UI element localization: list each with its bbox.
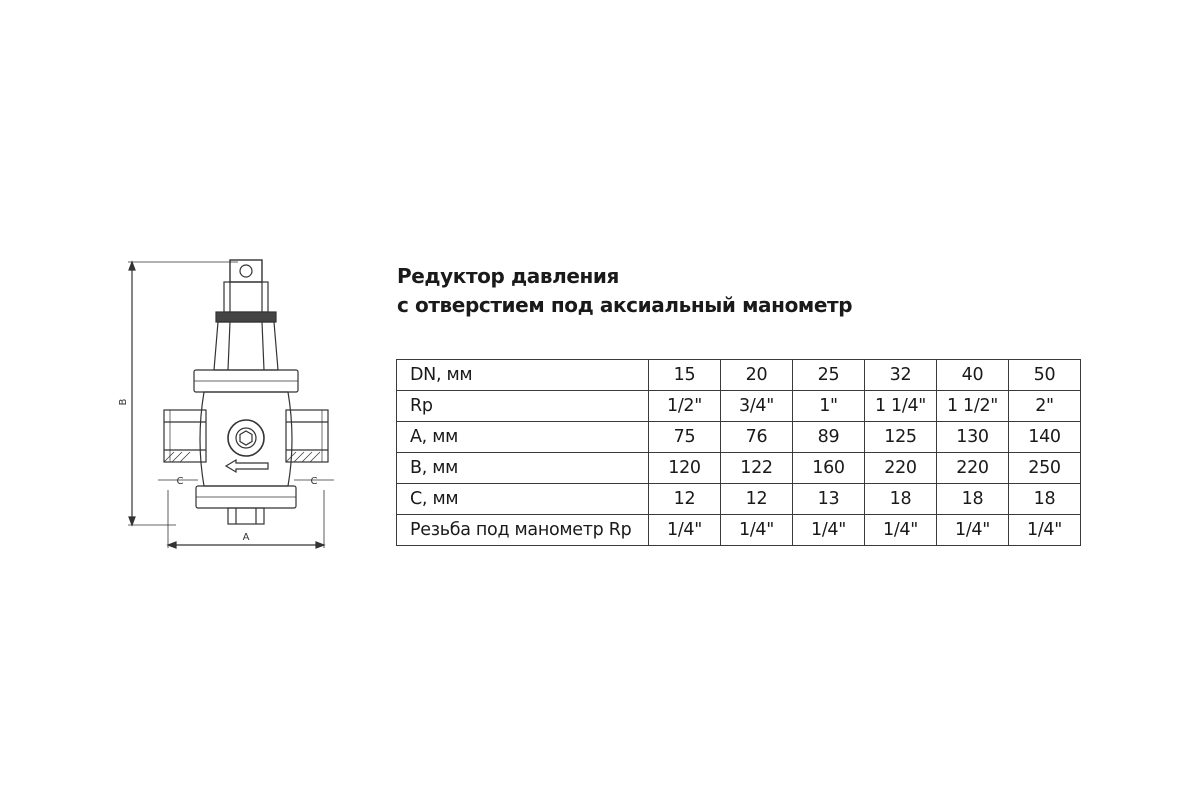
cell: 220 (865, 453, 937, 484)
cell: 2" (1009, 391, 1081, 422)
cell: 40 (937, 360, 1009, 391)
table-row (397, 360, 1081, 391)
cell: 220 (937, 453, 1009, 484)
dim-b-label: B (118, 398, 129, 406)
product-title (397, 262, 852, 320)
cell: 1/4" (649, 515, 721, 546)
row-label: A, мм (397, 422, 649, 453)
cell: 125 (865, 422, 937, 453)
dim-a-label: A (242, 532, 250, 543)
title-line-2: с отверстием под аксиальный манометр (397, 293, 853, 317)
cell: 1" (793, 391, 865, 422)
cell: 12 (649, 484, 721, 515)
cell: 1 1/4" (865, 391, 937, 422)
cell: 15 (649, 360, 721, 391)
row-label: Rp (397, 391, 649, 422)
table-row (397, 515, 1081, 546)
cell: 12 (721, 484, 793, 515)
cell: 1/2" (649, 391, 721, 422)
cell: 1/4" (1009, 515, 1081, 546)
cell: 76 (721, 422, 793, 453)
cell: 1/4" (937, 515, 1009, 546)
cell: 250 (1009, 453, 1081, 484)
cell: 140 (1009, 422, 1081, 453)
table-row (397, 391, 1081, 422)
table-row (397, 422, 1081, 453)
table-row (397, 484, 1081, 515)
cell: 50 (1009, 360, 1081, 391)
row-label: DN, мм (397, 360, 649, 391)
row-label: C, мм (397, 484, 649, 515)
cell: 18 (937, 484, 1009, 515)
row-label: B, мм (397, 453, 649, 484)
cell: 89 (793, 422, 865, 453)
cell: 1 1/2" (937, 391, 1009, 422)
cell: 75 (649, 422, 721, 453)
pressure-reducer-drawing (118, 250, 348, 550)
spec-table (396, 359, 1081, 546)
cell: 3/4" (721, 391, 793, 422)
table-row (397, 453, 1081, 484)
cell: 122 (721, 453, 793, 484)
cell: 20 (721, 360, 793, 391)
cell: 130 (937, 422, 1009, 453)
cell: 13 (793, 484, 865, 515)
cell: 1/4" (721, 515, 793, 546)
cell: 18 (1009, 484, 1081, 515)
cell: 1/4" (865, 515, 937, 546)
title-line-1: Редуктор давления (397, 264, 619, 288)
cell: 18 (865, 484, 937, 515)
cell: 32 (865, 360, 937, 391)
cell: 160 (793, 453, 865, 484)
cell: 25 (793, 360, 865, 391)
dim-c-right-label: C (310, 476, 318, 487)
cell: 120 (649, 453, 721, 484)
row-label: Резьба под манометр Rp (397, 515, 649, 546)
cell: 1/4" (793, 515, 865, 546)
dim-c-left-label: C (176, 476, 184, 487)
